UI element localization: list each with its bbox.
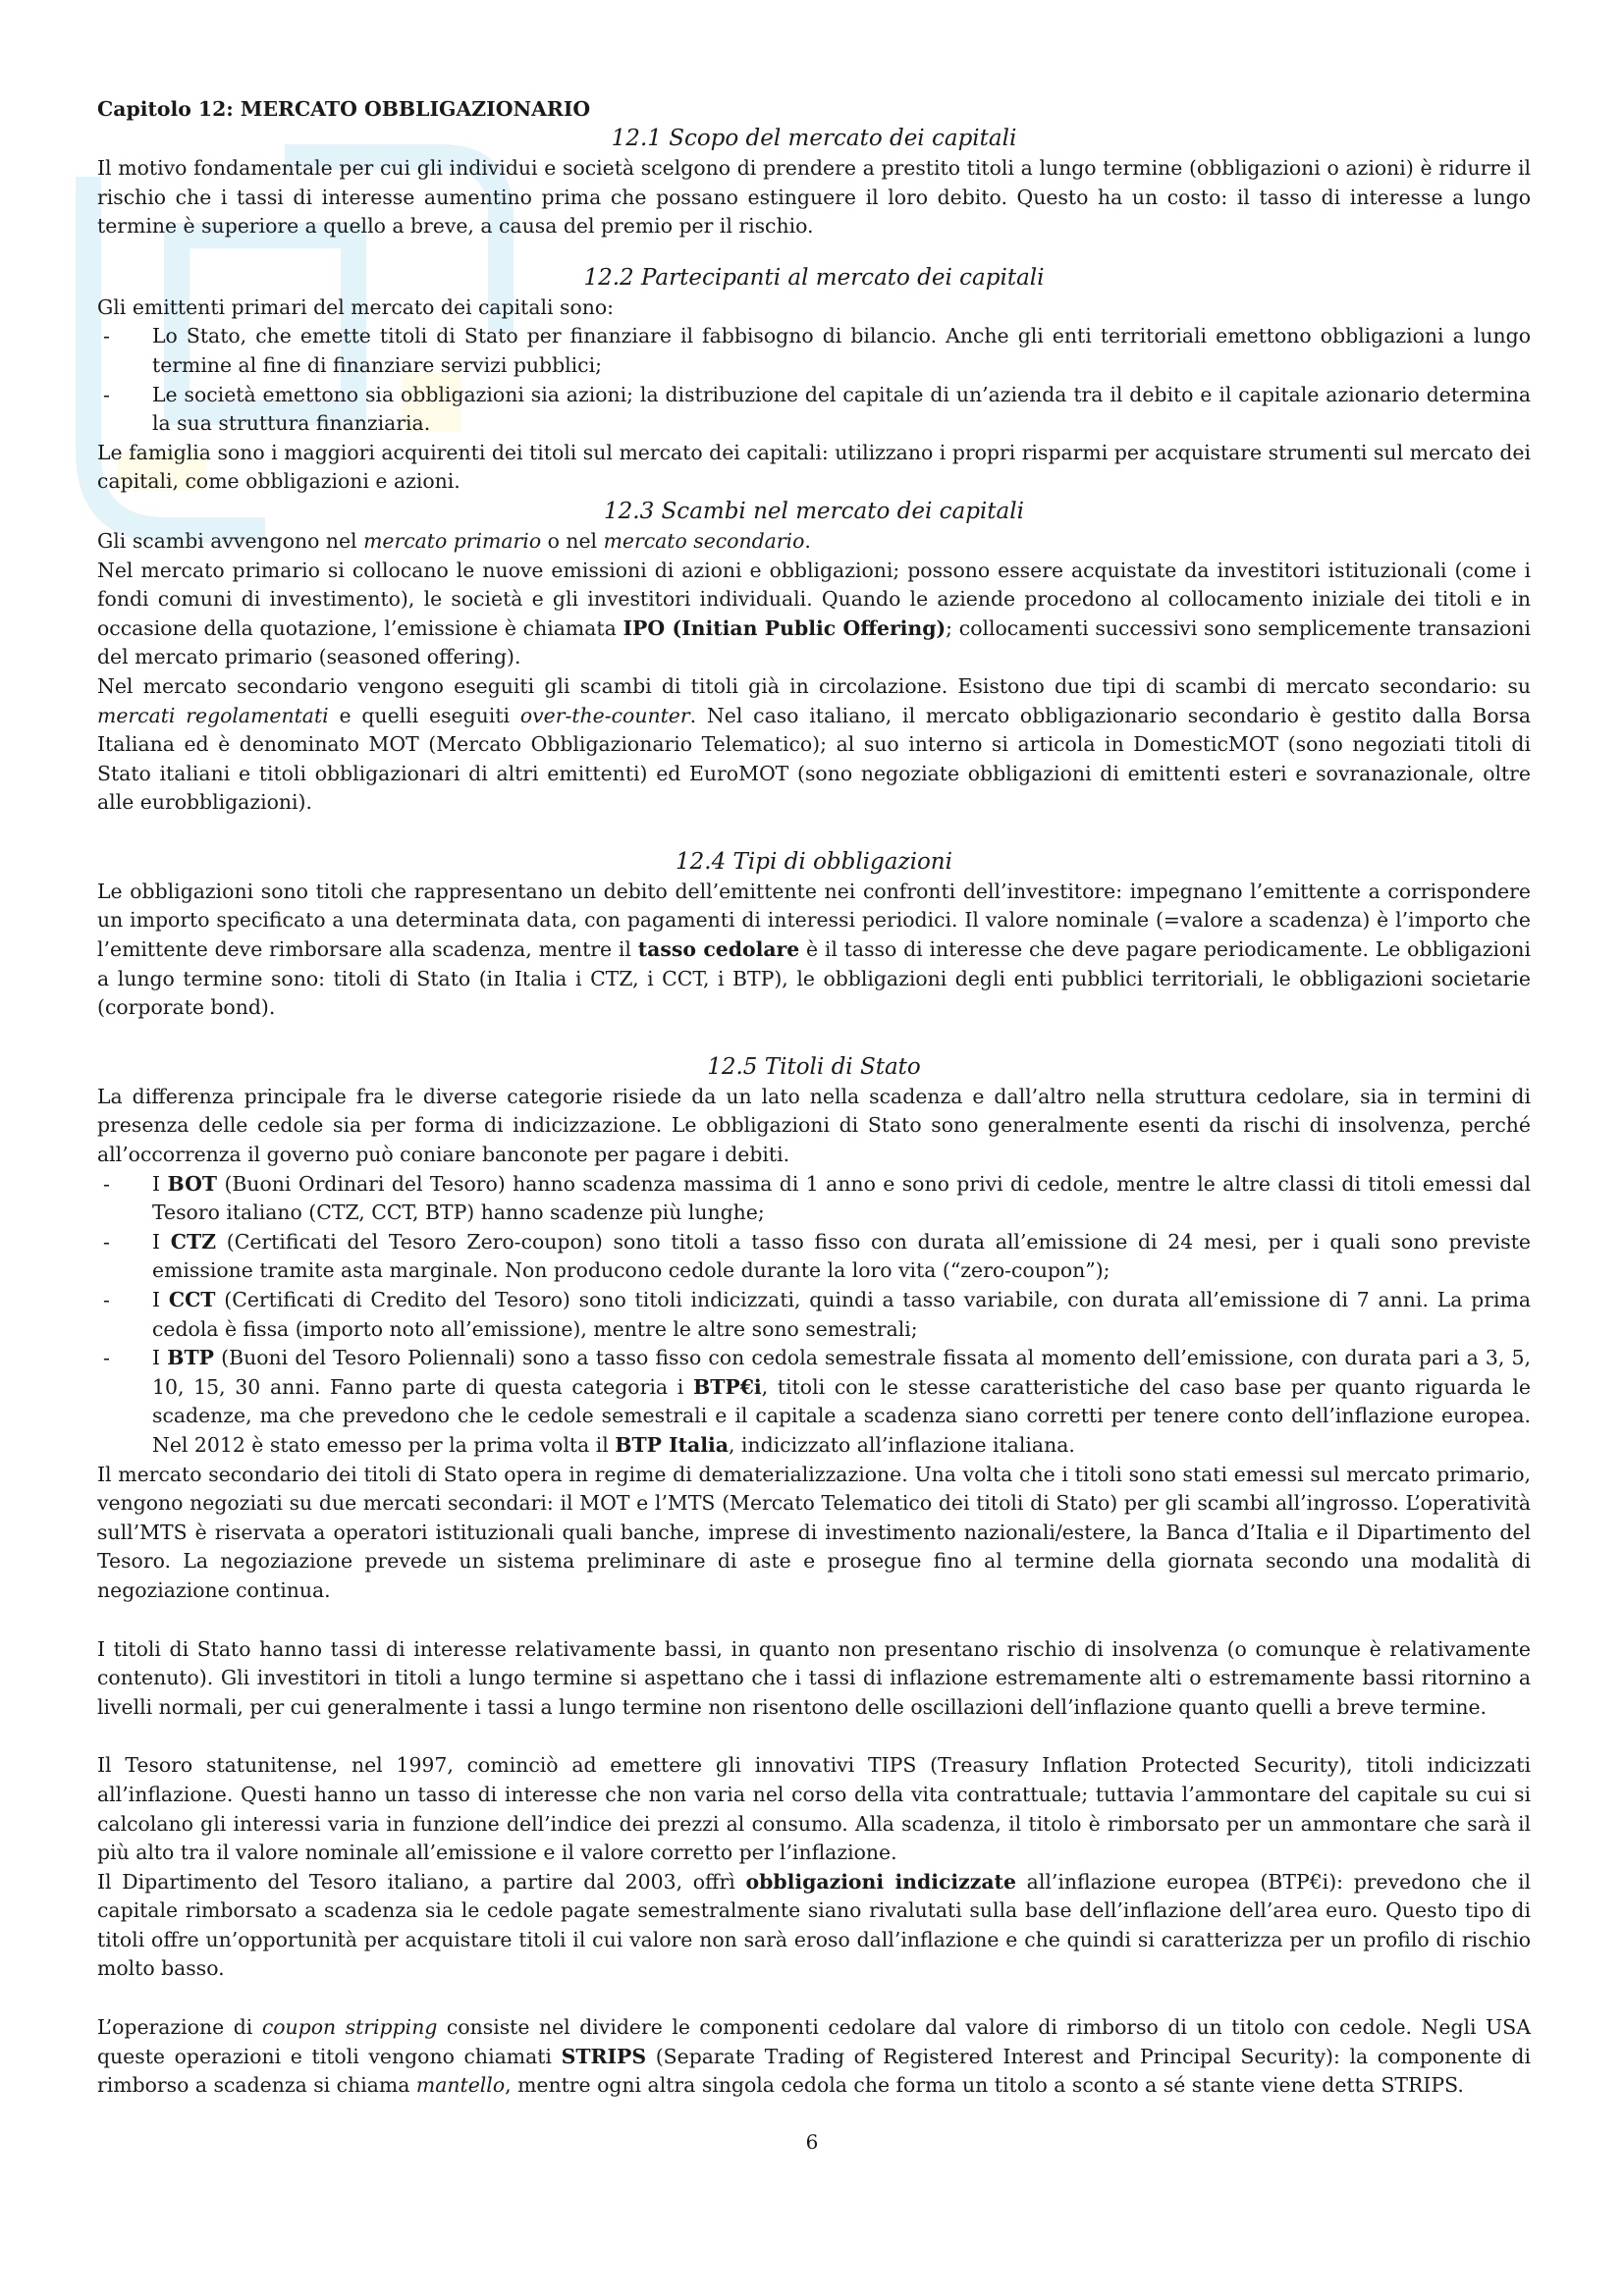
section-12-2-heading: 12.2 Partecipanti al mercato dei capitali	[583, 264, 1045, 291]
titoli-list	[97, 1170, 1531, 1461]
section-12-2-intro: Gli emittenti primari del mercato dei capitali sono:	[97, 294, 615, 319]
list-item-ctz: - I CTZ (Certificati del Tesoro Zero-coupon) sono titoli a tasso fisso con durata all’emissione di 24 mesi, per i quali sono previste emissione tramite asta marginale. Non producono cedole durante la loro vita (“zero-coupon”);	[97, 1228, 1531, 1286]
section-12-4-heading: 12.4 Tipi di obbligazioni	[676, 848, 952, 875]
chapter-title: Capitolo 12: MERCATO OBBLIGAZIONARIO	[97, 97, 591, 121]
document-page	[97, 94, 1531, 2101]
page-number: 6	[805, 2130, 819, 2154]
list-item-cct: - I CCT (Certificati di Credito del Tesoro) sono titoli indicizzati, quindi a tasso variabile, con durata all’emissione di 7 anni. La prima cedola è fissa (importo noto all’emissione), mentre le altre sono semestrali;	[97, 1286, 1531, 1344]
list-item: - Le società emettono sia obbligazioni sia azioni; la distribuzione del capitale di un’azienda tra il debito e il capitale azionario determina la sua struttura finanziaria.	[97, 381, 1531, 439]
section-12-5-paragraph-1: La differenza principale fra le diverse categorie risiede da un lato nella scadenza e dall’altro nella struttura cedolare, sia in termini di presenza delle cedole sia per forma di indicizzazione. Le obbligazioni di Stato sono generalmente esenti da rischi di insolvenza, perché all’occorrenza il governo può coniare banconote per pagare i debiti.	[97, 1084, 1531, 1167]
list-item-bot: - I BOT (Buoni Ordinari del Tesoro) hanno scadenza massima di 1 anno e sono privi di cedole, mentre le altre classi di titoli emessi dal Tesoro italiano (CTZ, CCT, BTP) hanno scadenze più lunghe;	[97, 1170, 1531, 1228]
section-12-5-paragraph-2: Il mercato secondario dei titoli di Stato opera in regime di dematerializzazione. Una volta che i titoli sono stati emessi sul mercato primario, vengono negoziati su due mercati secondari: il MOT e l’MTS (Mercato Telematico dei titoli di Stato) per gli scambi all’ingrosso. L’operatività sull’MTS è riservata a operatori istituzionali quali banche, imprese di investimento nazionali/estere, la Banca d’Italia e il Dipartimento del Tesoro. La negoziazione prevede un sistema preliminare di aste e prosegue fino al termine della giornata secondo una modalità di negoziazione continua.	[97, 1462, 1531, 1602]
section-12-1-paragraph: Il motivo fondamentale per cui gli individui e società scelgono di prendere a prestito titoli a lungo termine (obbligazioni o azioni) è ridurre il rischio che i tassi di interesse aumentino prima che possano estinguere il loro debito. Questo ha un costo: il tasso di interesse a lungo termine è superiore a quello a breve, a causa del premio per il rischio.	[97, 156, 1531, 239]
section-12-5-paragraph-4: Il Tesoro statunitense, nel 1997, cominciò ad emettere gli innovativi TIPS (Treasury Inflation Protected Security), titoli indicizzati all’inflazione. Questi hanno un tasso di interesse che non varia nel corso della vita contrattuale; tuttavia l’ammontare del capitale su cui si calcolano gli interessi varia in funzione dell’indice dei prezzi al consumo. Alla scadenza, il titolo è rimborsato per un ammontare che sarà il più alto tra il valore nominale all’emissione e il valore corretto per l’inflazione.	[97, 1753, 1531, 1865]
list-item: - Lo Stato, che emette titoli di Stato per finanziare il fabbisogno di bilancio. Anche gli enti territoriali emettono obbligazioni a lungo termine al fine di finanziare servizi pubblici;	[97, 322, 1531, 380]
section-12-3-paragraph-3: Nel mercato secondario vengono eseguiti gli scambi di titoli già in circolazione. Esistono due tipi di scambi di mercato secondario: su mercati regolamentati e quelli eseguiti over-the-counter. Nel caso italiano, il mercato obbligazionario secondario è gestito dalla Borsa Italiana ed è denominato MOT (Mercato Obbligazionario Telematico); al suo interno si articola in DomesticMOT (sono negoziati titoli di Stato italiani e titoli obbligazionari di altri emittenti) ed EuroMOT (sono negoziate obbligazioni di emittenti esteri e sovranazionale, oltre alle eurobbligazioni).	[97, 673, 1531, 815]
section-12-3-heading: 12.3 Scambi nel mercato dei capitali	[604, 498, 1024, 524]
section-12-4-paragraph: Le obbligazioni sono titoli che rappresentano un debito dell’emittente nei confronti dell’investitore: impegnano l’emittente a corrispondere un importo specificato a una determinata data, con pagamenti di interessi periodici. Il valore nominale (=valore a scadenza) è l’importo che l’emittente deve rimborsare alla scadenza, mentre il tasso cedolare è il tasso di interesse che deve pagare periodicamente. Le obbligazioni a lungo termine sono: titoli di Stato (in Italia i CTZ, i CCT, i BTP), le obbligazioni degli enti pubblici territoriali, le obbligazioni societarie (corporate bond).	[97, 879, 1531, 1020]
section-12-5-paragraph-3: I titoli di Stato hanno tassi di interesse relativamente bassi, in quanto non presentano rischio di insolvenza (o comunque è relativamente contenuto). Gli investitori in titoli a lungo termine si aspettano che i tassi di inflazione estremamente alti o estremamente bassi ritornino a livelli normali, per cui generalmente i tassi a lungo termine non risentono delle oscillazioni dell’inflazione quanto quelli a breve termine.	[97, 1636, 1531, 1719]
section-12-2-paragraph: Le famiglia sono i maggiori acquirenti dei titoli sul mercato dei capitali: utilizzano i propri risparmi per acquistare strumenti sul mercato dei capitali, come obbligazioni e azioni.	[97, 440, 1531, 494]
section-12-1-heading: 12.1 Scopo del mercato dei capitali	[611, 126, 1017, 151]
section-12-3-paragraph-1: Gli scambi avvengono nel mercato primario o nel mercato secondario.	[97, 528, 811, 553]
section-12-5-heading: 12.5 Titoli di Stato	[707, 1053, 921, 1080]
section-12-3-paragraph-2: Nel mercato primario si collocano le nuove emissioni di azioni e obbligazioni; possono essere acquistate da investitori istituzionali (come i fondi comuni di investimento), le società e gli investitori individuali. Quando le aziende procedono al collocamento iniziale dei titoli e in occasione della quotazione, l’emissione è chiamata IPO (Initian Public Offering); collocamenti successivi sono semplicemente transazioni del mercato primario (seasoned offering).	[97, 558, 1531, 669]
section-12-5-paragraph-6: L’operazione di coupon stripping consiste nel dividere le componenti cedolare dal valore di rimborso di un titolo con cedole. Negli USA queste operazioni e titoli vengono chiamati STRIPS (Separate Trading of Registered Interest and Principal Security): la componente di rimborso a scadenza si chiama mantello, mentre ogni altra singola cedola che forma un titolo a sconto a sé stante viene detta STRIPS.	[97, 2015, 1531, 2098]
list-item-btp: - I BTP (Buoni del Tesoro Poliennali) sono a tasso fisso con cedola semestrale fissata al momento dell’emissione, con durata pari a 3, 5, 10, 15, 30 anni. Fanno parte di questa categoria i BTP€i, titoli con le stesse caratteristiche del caso base per quanto riguarda le scadenze, ma che prevedono che le cedole semestrali e il capitale a scadenza siano corretti per tenere conto dell’inflazione europea. Nel 2012 è stato emesso per la prima volta il BTP Italia, indicizzato all’inflazione italiana.	[97, 1344, 1531, 1460]
issuers-list	[97, 322, 1531, 438]
section-12-5-paragraph-5: Il Dipartimento del Tesoro italiano, a partire dal 2003, offrì obbligazioni indicizzate all’inflazione europea (BTP€i): prevedono che il capitale rimborsato a scadenza sia le cedole pagate semestralmente siano rivalutati sulla base dell’inflazione dell’area euro. Questo tipo di titoli offre un’opportunità per acquistare titoli il cui valore non sarà eroso dall’inflazione e che quindi si caratterizza per un profilo di rischio molto basso.	[97, 1869, 1532, 1981]
